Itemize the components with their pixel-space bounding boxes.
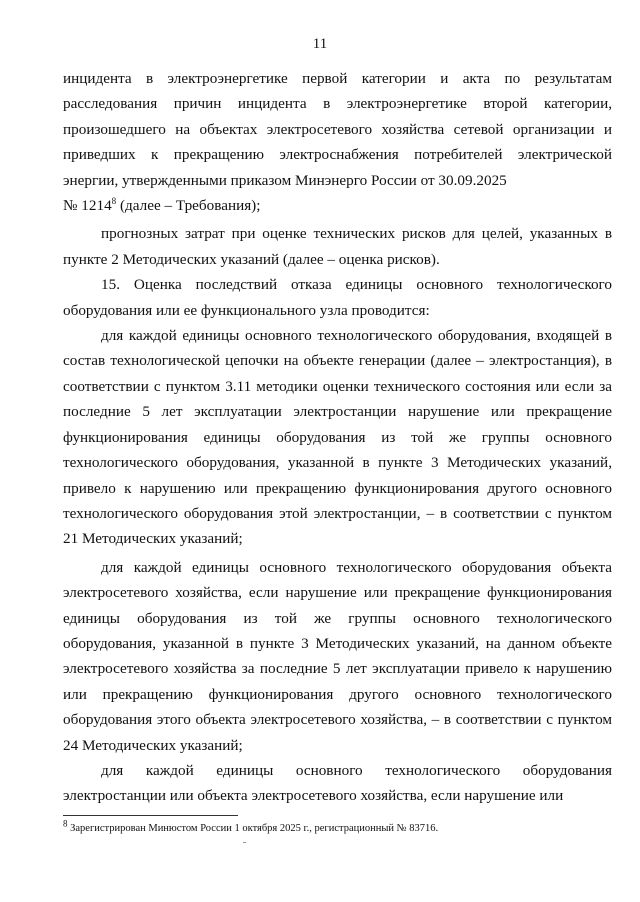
document-body (63, 66, 612, 809)
paragraph-power-station-equipment: для каждой единицы основного технологического оборудования, входящей в состав технологической цепочки на объекте генерации (далее – электростанция), в соответствии с пунктом 3.11 методики оценки технического состояния или если за последние 5 лет эксплуатации электростанции нарушение или прекращение функционирования единицы оборудования из той же группы основного технологического оборудования, указанной в пункте 3 Методических указаний, привело к нарушению или прекращению функционирования другого основного технологического оборудования этой электростанции, – в соответствии с пунктом 21 Методических указаний; (63, 327, 612, 548)
footnote-reference[interactable]: 8 (111, 195, 117, 206)
paragraph-text-tail: (далее – Требования); (116, 197, 261, 215)
footnote-separator (63, 815, 238, 816)
paragraph-grid-equipment: для каждой единицы основного технологического оборудования объекта электросетевого хозяйства, если нарушение или прекращение функционирования единицы оборудования из той же группы основного технологического оборудования, указанной в пункте 3 Методических указаний, на данном объекте электросетевого хозяйства за последние 5 лет эксплуатации привело к нарушению или прекращению функционирования другого основного технологического оборудования этого объекта электросетевого хозяйства, – в соответствии с пунктом 24 Методических указаний; (63, 558, 612, 754)
paragraph-station-or-grid: для каждой единицы основного технологического оборудования электростанции или объекта электросетевого хозяйства, если нарушение или (63, 761, 612, 805)
scan-speck (243, 842, 246, 843)
paragraph-item-15: 15. Оценка последствий отказа единицы основного технологического оборудования или ее функционального узла проводится: (63, 276, 612, 319)
footnote (63, 818, 612, 836)
paragraph-forecast-costs: прогнозных затрат при оценке технических рисков для целей, указанных в пункте 2 Методических указаний (далее – оценка рисков). (63, 225, 612, 268)
footnote-marker: 8 (63, 818, 68, 829)
paragraph-requirements-continuation (63, 66, 612, 218)
footnote-text: Зарегистрирован Минюстом России 1 октября 2025 г., регистрационный № 83716. (67, 823, 439, 834)
order-number: № 1214 (63, 197, 112, 215)
paragraph-text: инцидента в электроэнергетике первой категории и акта по результатам расследования причин инцидента в электроэнергетике второй категории, произошедшего на объектах электросетевого хозяйства сетевой организации и приведших к прекращению электроснабжения потребителей электрической энергии, утвержденными приказом Минэнерго России от 30.09.2025 (63, 70, 612, 189)
page-number: 11 (312, 36, 328, 52)
